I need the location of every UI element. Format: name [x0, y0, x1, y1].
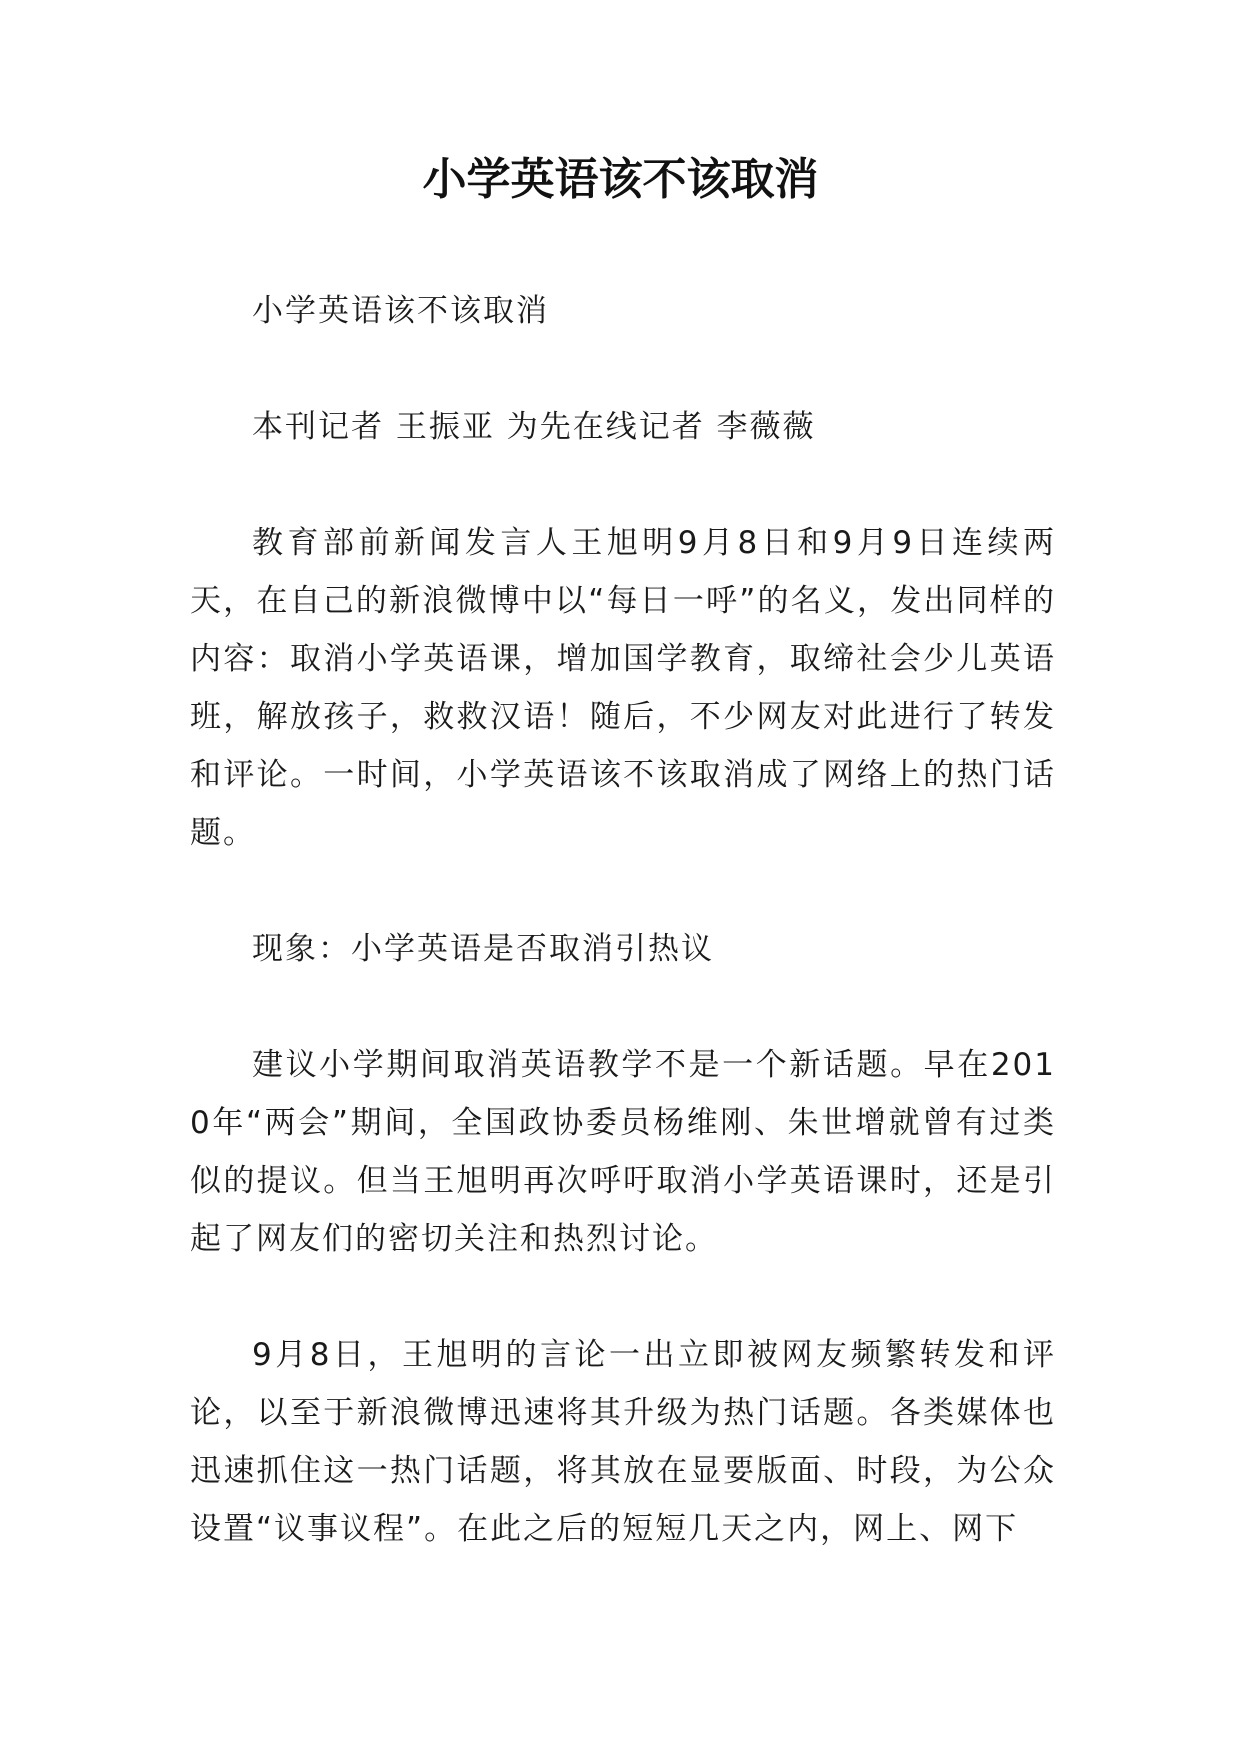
section-heading: 现象：小学英语是否取消引热议	[252, 931, 714, 967]
document-body	[190, 282, 1056, 1616]
article-byline: 本刊记者 王振亚 为先在线记者 李薇薇	[252, 409, 816, 445]
document-title: 小学英语该不该取消	[422, 154, 819, 205]
body-paragraph: 9月8日，王旭明的言论一出立即被网友频繁转发和评论，以至于新浪微博迅速将其升级为热门话题。各类媒体也迅速抓住这一热门话题，将其放在显要版面、时段，为公众设置“议事议程”。在此之后的短短几天之内，网上、网下	[190, 1337, 1056, 1547]
body-paragraph: 建议小学期间取消英语教学不是一个新话题。早在2010年“两会”期间，全国政协委员杨维刚、朱世增就曾有过类似的提议。但当王旭明再次呼吁取消小学英语课时，还是引起了网友们的密切关注和热烈讨论。	[190, 1047, 1056, 1257]
article-subtitle: 小学英语该不该取消	[252, 293, 549, 329]
body-paragraph: 教育部前新闻发言人王旭明9月8日和9月9日连续两天，在自己的新浪微博中以“每日一呼”的名义，发出同样的内容：取消小学英语课，增加国学教育，取缔社会少儿英语班，解放孩子，救救汉语！随后，不少网友对此进行了转发和评论。一时间，小学英语该不该取消成了网络上的热门话题。	[190, 525, 1056, 851]
